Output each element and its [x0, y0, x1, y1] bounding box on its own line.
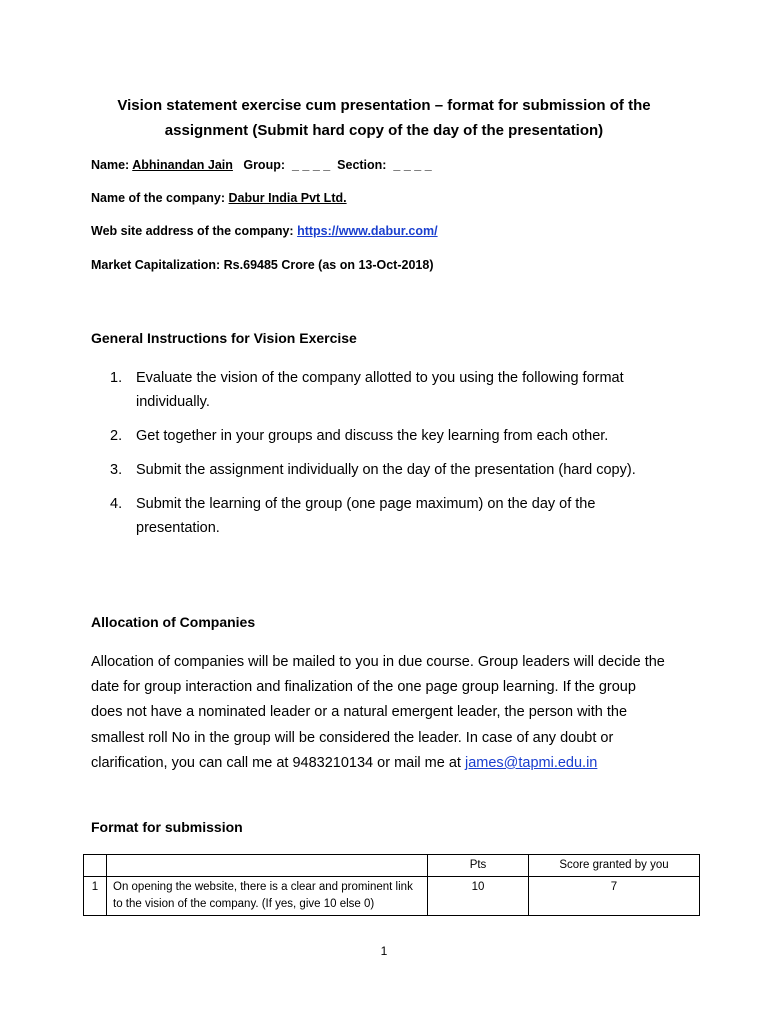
list-item	[110, 458, 670, 482]
submission-table	[83, 854, 700, 916]
allocation-paragraph	[91, 650, 671, 776]
general-instructions-heading: General Instructions for Vision Exercise	[91, 330, 357, 346]
header-cell-number	[84, 855, 107, 877]
list-item	[110, 424, 670, 448]
list-item-text: Evaluate the vision of the company allotted to you using the following format individually.	[136, 370, 624, 410]
section-value: _ _ _ _	[393, 158, 432, 172]
list-item-number: 4.	[110, 496, 123, 512]
allocation-heading: Allocation of Companies	[91, 614, 256, 630]
website-link[interactable]: https://www.dabur.com/	[297, 224, 438, 238]
row-pts: 10	[428, 877, 529, 916]
instructions-list	[110, 366, 670, 550]
row-number: 1	[84, 877, 107, 916]
header-cell-description	[107, 855, 428, 877]
company-label: Name of the company:	[91, 191, 229, 205]
table-row	[84, 877, 700, 916]
format-heading: Format for submission	[91, 819, 243, 835]
table-header-row	[84, 855, 700, 877]
name-label: Name:	[91, 158, 133, 172]
website-line	[91, 224, 438, 238]
page-number: 1	[380, 944, 388, 958]
company-line	[91, 191, 347, 205]
list-item-number: 2.	[110, 428, 123, 444]
company-value: Dabur India Pvt Ltd.	[228, 191, 347, 205]
email-link[interactable]: james@tapmi.edu.in	[464, 754, 598, 771]
group-value: _ _ _ _	[291, 158, 331, 172]
list-item	[110, 366, 670, 414]
list-item	[110, 492, 670, 540]
allocation-text: Allocation of companies will be mailed to you in due course. Group leaders will decide the date for group interaction and finalization of the one page group learning. If the group does not have a nominated leader or a natural emergent leader, the person with the smallest roll No in the group will be considered the leader. In case of any doubt or clarification, you can call me at 9483210134 or mail me at	[91, 654, 665, 771]
section-label: Section:	[337, 158, 387, 172]
list-item-number: 3.	[110, 462, 123, 478]
row-score: 7	[529, 877, 700, 916]
document-title	[80, 93, 688, 143]
header-cell-score: Score granted by you	[529, 855, 700, 877]
header-cell-pts: Pts	[428, 855, 529, 877]
row-description: On opening the website, there is a clear and prominent link to the vision of the company. (If yes, give 10 else 0)	[107, 877, 428, 916]
list-item-text: Submit the assignment individually on the day of the presentation (hard copy).	[136, 462, 636, 478]
market-cap-line: Market Capitalization: Rs.69485 Crore (as on 13-Oct-2018)	[91, 258, 434, 272]
title-line-1: Vision statement exercise cum presentation – format for submission of the	[117, 97, 651, 114]
list-item-text: Submit the learning of the group (one page maximum) on the day of the presentation.	[136, 496, 596, 536]
name-value: Abhinandan Jain	[132, 158, 233, 172]
list-item-number: 1.	[110, 370, 123, 386]
title-line-2: assignment (Submit hard copy of the day of the presentation)	[164, 122, 604, 139]
name-group-section-line	[91, 158, 432, 172]
website-label: Web site address of the company:	[91, 224, 298, 238]
group-label: Group:	[243, 158, 286, 172]
list-item-text: Get together in your groups and discuss the key learning from each other.	[136, 428, 609, 444]
